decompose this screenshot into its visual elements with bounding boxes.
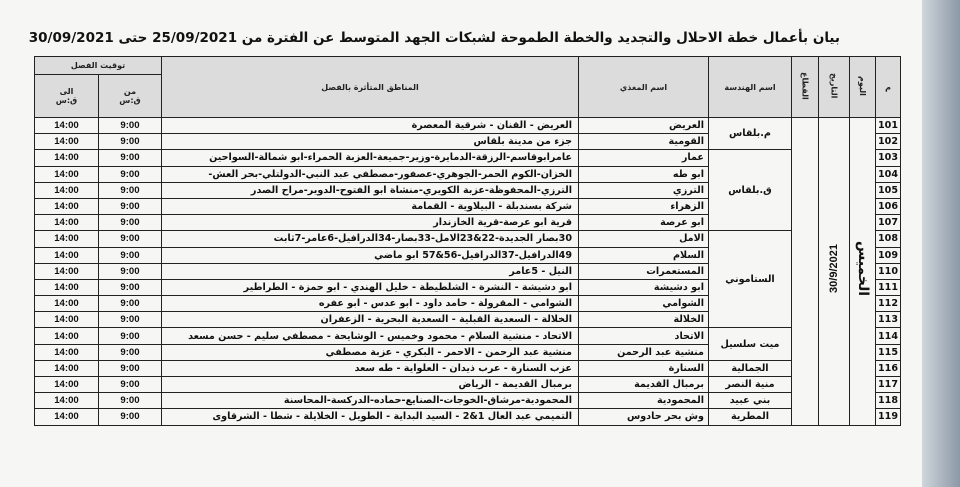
- table-row: [35, 377, 901, 393]
- areas-cell: منشية عبد الرحمن - الاحمر - البكري - عزبة مصطفي: [162, 344, 579, 360]
- table-row: [35, 360, 901, 376]
- to-time-cell: 14:00: [35, 393, 99, 409]
- feeder-cell: الترزي: [579, 182, 709, 198]
- areas-cell: الخزان-الكوم الحمر-الجوهري-عصفور-مصطفي عبد النبي-الدولتلي-بحر العش-: [162, 166, 579, 182]
- row-number: 112: [876, 296, 901, 312]
- areas-cell: 49الدرافيل-37الدرافيل-56&57 ابو ماضي: [162, 247, 579, 263]
- feeder-cell: ابو عرصة: [579, 215, 709, 231]
- header-engineering: اسم الهندسة: [709, 57, 792, 118]
- from-time-cell: 9:00: [99, 409, 162, 425]
- row-number: 106: [876, 198, 901, 214]
- from-time-cell: 9:00: [99, 296, 162, 312]
- areas-cell: الشوامي - المقرولة - حامد داود - ابو عدس - ابو عفره: [162, 296, 579, 312]
- schedule-table: [34, 56, 901, 426]
- feeder-cell: الاتحاد: [579, 328, 709, 344]
- row-number: 119: [876, 409, 901, 425]
- row-number: 108: [876, 231, 901, 247]
- engineering-cell: الجمالية: [709, 360, 792, 376]
- from-time-cell: 9:00: [99, 215, 162, 231]
- feeder-cell: الامل: [579, 231, 709, 247]
- to-time-cell: 14:00: [35, 312, 99, 328]
- header-cut-time: توقيت الفصل: [35, 57, 162, 75]
- areas-cell: الاتحاد - منشية السلام - محمود وخميس - الوشايحة - مصطفي سليم - حسن مسعد: [162, 328, 579, 344]
- areas-cell: العريض - القنان - شرقية المعصرة: [162, 118, 579, 134]
- from-time-cell: 9:00: [99, 377, 162, 393]
- from-time-cell: 9:00: [99, 328, 162, 344]
- from-time-cell: 9:00: [99, 344, 162, 360]
- row-number: 104: [876, 166, 901, 182]
- from-time-cell: 9:00: [99, 312, 162, 328]
- feeder-cell: القومية: [579, 134, 709, 150]
- from-time-cell: 9:00: [99, 198, 162, 214]
- areas-cell: ابو دشيشة - النشرة - الشلطيطة - خليل الهندي - ابو حمزة - الطراطير: [162, 279, 579, 295]
- table-row: [35, 393, 901, 409]
- areas-cell: شركة بسندبلة - البيلاوية - القمامة: [162, 198, 579, 214]
- page-title: بيان بأعمال خطة الاحلال والتجديد والخطة الطموحة لشبكات الجهد المتوسط عن الفترة من 25/09/2021 حتى 30/09/2021: [28, 30, 840, 46]
- table-row: [35, 328, 901, 344]
- table-row: [35, 150, 901, 166]
- table-row: [35, 231, 901, 247]
- row-number: 113: [876, 312, 901, 328]
- row-number: 101: [876, 118, 901, 134]
- from-time-cell: 9:00: [99, 360, 162, 376]
- to-time-cell: 14:00: [35, 150, 99, 166]
- engineering-cell: ق.بلقاس: [709, 150, 792, 231]
- to-time-cell: 14:00: [35, 360, 99, 376]
- sector-cell: [792, 118, 819, 426]
- engineering-cell: بني عبيد: [709, 393, 792, 409]
- areas-cell: 30بصار الجديدة-22&23الامل-33بصار-34الدرافيل-6عامر-7ثابت: [162, 231, 579, 247]
- row-number: 117: [876, 377, 901, 393]
- areas-cell: التميمي عبد العال 1&2 - السيد البداية - الطويل - الخلايلة - شطا - الشرقاوى: [162, 409, 579, 425]
- row-number: 118: [876, 393, 901, 409]
- feeder-cell: عمار: [579, 150, 709, 166]
- row-number: 116: [876, 360, 901, 376]
- header-feeder: اسم المغذي: [579, 57, 709, 118]
- to-time-cell: 14:00: [35, 409, 99, 425]
- row-number: 111: [876, 279, 901, 295]
- engineering-cell: المطرية: [709, 409, 792, 425]
- to-time-cell: 14:00: [35, 134, 99, 150]
- engineering-cell: الستاموني: [709, 231, 792, 328]
- feeder-cell: الشوامي: [579, 296, 709, 312]
- header-row-top: [35, 57, 901, 75]
- to-time-cell: 14:00: [35, 231, 99, 247]
- to-time-cell: 14:00: [35, 247, 99, 263]
- from-time-cell: 9:00: [99, 166, 162, 182]
- feeder-cell: برمبال القديمة: [579, 377, 709, 393]
- feeder-cell: العريض: [579, 118, 709, 134]
- feeder-cell: وش بحر حادوس: [579, 409, 709, 425]
- header-day: اليوم: [850, 57, 876, 118]
- header-to: الى ق:س: [35, 75, 99, 118]
- from-time-cell: 9:00: [99, 231, 162, 247]
- areas-cell: المحمودية-مرشاق-الخوجات-الصنايع-حماده-الدركسة-المحاسنة: [162, 393, 579, 409]
- to-time-cell: 14:00: [35, 118, 99, 134]
- to-time-cell: 14:00: [35, 215, 99, 231]
- engineering-cell: منية النصر: [709, 377, 792, 393]
- feeder-cell: المستعمرات: [579, 263, 709, 279]
- feeder-cell: المحمودية: [579, 393, 709, 409]
- areas-cell: برمبال القديمة - الرياض: [162, 377, 579, 393]
- row-number: 103: [876, 150, 901, 166]
- from-time-cell: 9:00: [99, 134, 162, 150]
- table-row: [35, 118, 901, 134]
- table-row: [35, 409, 901, 425]
- header-areas: المناطق المتأثرة بالفصل: [162, 57, 579, 118]
- areas-cell: جزء من مدينة بلقاس: [162, 134, 579, 150]
- engineering-cell: م.بلقاس: [709, 118, 792, 150]
- from-time-cell: 9:00: [99, 393, 162, 409]
- date-cell: 30/9/2021: [819, 118, 850, 426]
- from-time-cell: 9:00: [99, 150, 162, 166]
- row-number: 114: [876, 328, 901, 344]
- from-time-cell: 9:00: [99, 279, 162, 295]
- to-time-cell: 14:00: [35, 198, 99, 214]
- background-edge: [922, 0, 960, 487]
- from-time-cell: 9:00: [99, 263, 162, 279]
- table-body: [35, 118, 901, 426]
- areas-cell: النيل - 5عامر: [162, 263, 579, 279]
- feeder-cell: ابو طه: [579, 166, 709, 182]
- row-number: 115: [876, 344, 901, 360]
- header-sector: القطاع: [792, 57, 819, 118]
- to-time-cell: 14:00: [35, 377, 99, 393]
- feeder-cell: الخلالة: [579, 312, 709, 328]
- to-time-cell: 14:00: [35, 296, 99, 312]
- from-time-cell: 9:00: [99, 118, 162, 134]
- to-time-cell: 14:00: [35, 263, 99, 279]
- to-time-cell: 14:00: [35, 328, 99, 344]
- areas-cell: عزب السنارة - عرب ذيدان - العلواية - طه سعد: [162, 360, 579, 376]
- to-time-cell: 14:00: [35, 279, 99, 295]
- to-time-cell: 14:00: [35, 344, 99, 360]
- row-number: 107: [876, 215, 901, 231]
- engineering-cell: ميت سلسيل: [709, 328, 792, 360]
- row-number: 109: [876, 247, 901, 263]
- feeder-cell: السنارة: [579, 360, 709, 376]
- row-number: 110: [876, 263, 901, 279]
- areas-cell: الخلالة - السعدية القبلية - السعدية البحرية - الزعفران: [162, 312, 579, 328]
- areas-cell: عامرابوقاسم-الرزقة-الدمايرة-وزير-جميعة-العزبة الحمراء-ابو شمالة-السواحين: [162, 150, 579, 166]
- feeder-cell: منشية عبد الرحمن: [579, 344, 709, 360]
- areas-cell: قرية ابو عرصة-قرية الخازندار: [162, 215, 579, 231]
- feeder-cell: ابو دشيشة: [579, 279, 709, 295]
- areas-cell: الترزي-المحفوظة-عزبة الكويري-منشاة ابو الفتوح-الدوير-مراح الصدر: [162, 182, 579, 198]
- header-from: من ق:س: [99, 75, 162, 118]
- feeder-cell: الزهراء: [579, 198, 709, 214]
- to-time-cell: 14:00: [35, 166, 99, 182]
- feeder-cell: السلام: [579, 247, 709, 263]
- row-number: 102: [876, 134, 901, 150]
- to-time-cell: 14:00: [35, 182, 99, 198]
- from-time-cell: 9:00: [99, 247, 162, 263]
- header-num: م: [876, 57, 901, 118]
- from-time-cell: 9:00: [99, 182, 162, 198]
- header-date: التاريخ: [819, 57, 850, 118]
- row-number: 105: [876, 182, 901, 198]
- day-cell: الخميس: [850, 118, 876, 426]
